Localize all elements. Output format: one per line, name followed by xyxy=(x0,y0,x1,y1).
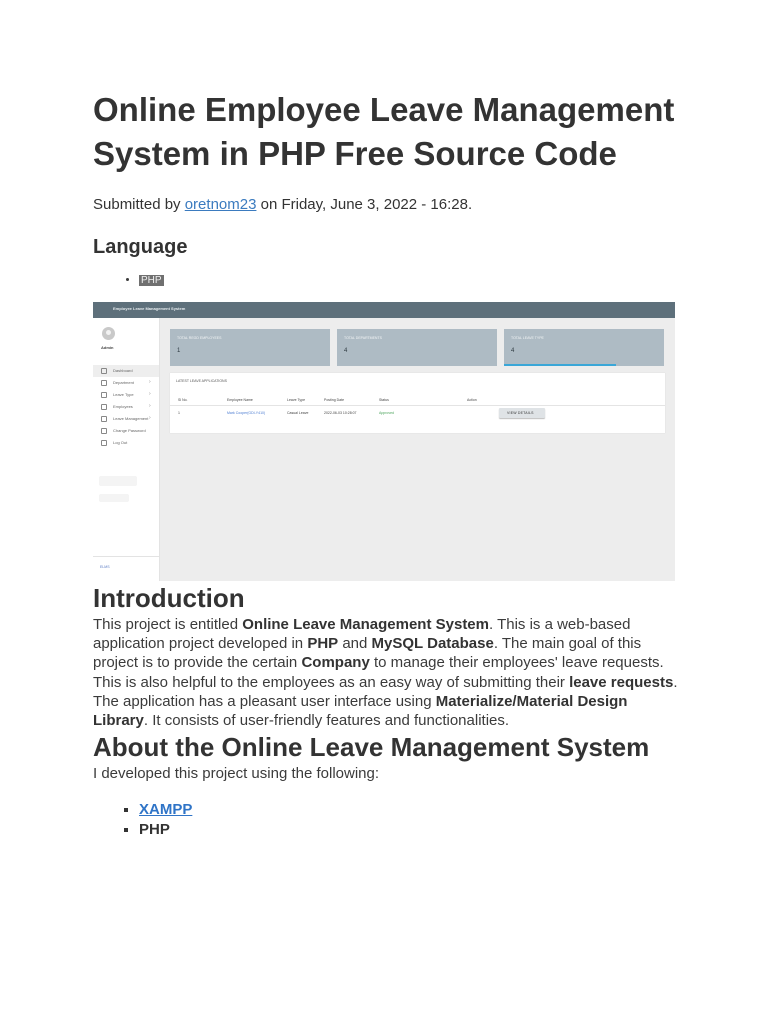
column-header: Employee Name xyxy=(227,398,253,402)
language-list xyxy=(93,272,678,289)
tools-list xyxy=(93,800,678,840)
stat-card-leave-types: TOTAL LEAVE TYPE 4 xyxy=(504,329,664,366)
view-details-button[interactable]: VIEW DETAILS xyxy=(499,408,545,418)
submitted-line xyxy=(93,195,678,215)
sidebar-item-change-password[interactable]: Change Password xyxy=(93,425,159,437)
stat-card-departments: TOTAL DEPARTMENTS 4 xyxy=(337,329,497,366)
chevron-right-icon: › xyxy=(149,415,151,421)
chevron-right-icon: › xyxy=(149,391,151,397)
app-sidebar xyxy=(93,318,160,581)
page-title: Online Employee Leave Management System in PHP Free Source Code xyxy=(93,91,675,172)
table-caption: LATEST LEAVE APPLICATIONS xyxy=(176,379,227,383)
introduction-heading: Introduction xyxy=(93,583,245,613)
column-header: Sl No. xyxy=(178,398,188,402)
sidebar-item-leave-management[interactable]: Leave Management › xyxy=(93,413,159,425)
app-screenshot xyxy=(93,302,675,581)
status-badge: Approved xyxy=(379,411,394,415)
table-header xyxy=(170,395,665,406)
sidebar-item-leave-type[interactable]: Leave Type › xyxy=(93,389,159,401)
sidebar-footer: ELMS xyxy=(100,565,110,569)
article xyxy=(93,88,678,840)
employee-name-link[interactable]: Mark Cooper(GDI-Y410) xyxy=(227,411,266,415)
dashboard-icon xyxy=(101,368,107,374)
table-row xyxy=(170,408,665,420)
avatar xyxy=(102,327,115,340)
employees-icon xyxy=(101,404,107,410)
language-heading: Language xyxy=(93,236,188,258)
introduction-paragraph: This project is entitled Online Leave Management System. This is a web-based application project developed in PHP and MySQL Database. The main goal of this project is to provide the certain Company to manage their employees' leave requests. This is also helpful to the employees as an easy way of submitting their leave requests. The application has a pleasant user interface using Materialize/Material Design Library. It consists of user-friendly features and functionalities. xyxy=(93,616,678,730)
row-number: 1 xyxy=(178,411,180,415)
sidebar-item-dashboard[interactable]: Dashboard xyxy=(93,365,159,377)
language-tag-php[interactable]: PHP xyxy=(141,275,162,286)
column-header: Action xyxy=(467,398,477,402)
posting-date: 2022-06-03 10:28:07 xyxy=(324,411,357,415)
lock-icon xyxy=(101,428,107,434)
stat-card-employees: TOTAL REGD EMPLOYEES 1 xyxy=(170,329,330,366)
leave-applications-table xyxy=(170,373,665,433)
sidebar-item-department[interactable]: Department › xyxy=(93,377,159,389)
tool-item-php: ▪ PHP xyxy=(139,820,678,840)
leave-management-icon xyxy=(101,416,107,422)
sidebar-item-logout[interactable]: Log Out xyxy=(93,437,159,449)
tool-item-xampp xyxy=(139,800,678,820)
sidebar-divider xyxy=(93,556,159,557)
about-intro: I developed this project using the following: xyxy=(93,765,380,783)
sidebar-username: Admin xyxy=(101,345,114,350)
submitted-prefix: Submitted by xyxy=(93,196,181,213)
sidebar-item-employees[interactable]: Employees › xyxy=(93,401,159,413)
column-header: Posting Date xyxy=(324,398,345,402)
app-title: Employee Leave Management System xyxy=(113,306,186,311)
logout-icon xyxy=(101,440,107,446)
stat-progress-bar xyxy=(504,364,616,366)
column-header: Leave Type xyxy=(287,398,306,402)
submitted-date: on Friday, June 3, 2022 - 16:28. xyxy=(260,196,473,213)
xampp-link[interactable]: XAMPP xyxy=(139,801,193,819)
author-link[interactable]: oretnom23 xyxy=(184,196,257,213)
leave-type: Casual Leave xyxy=(287,411,309,415)
about-heading: About the Online Leave Management System xyxy=(93,732,650,763)
blurred-element xyxy=(99,494,129,502)
chevron-right-icon: › xyxy=(149,403,151,409)
column-header: Status xyxy=(379,398,389,402)
blurred-element xyxy=(99,476,137,486)
chevron-right-icon: › xyxy=(149,379,151,385)
leave-type-icon xyxy=(101,392,107,398)
language-item xyxy=(139,272,678,289)
department-icon xyxy=(101,380,107,386)
sidebar-menu xyxy=(93,365,159,449)
app-topbar xyxy=(93,302,675,318)
